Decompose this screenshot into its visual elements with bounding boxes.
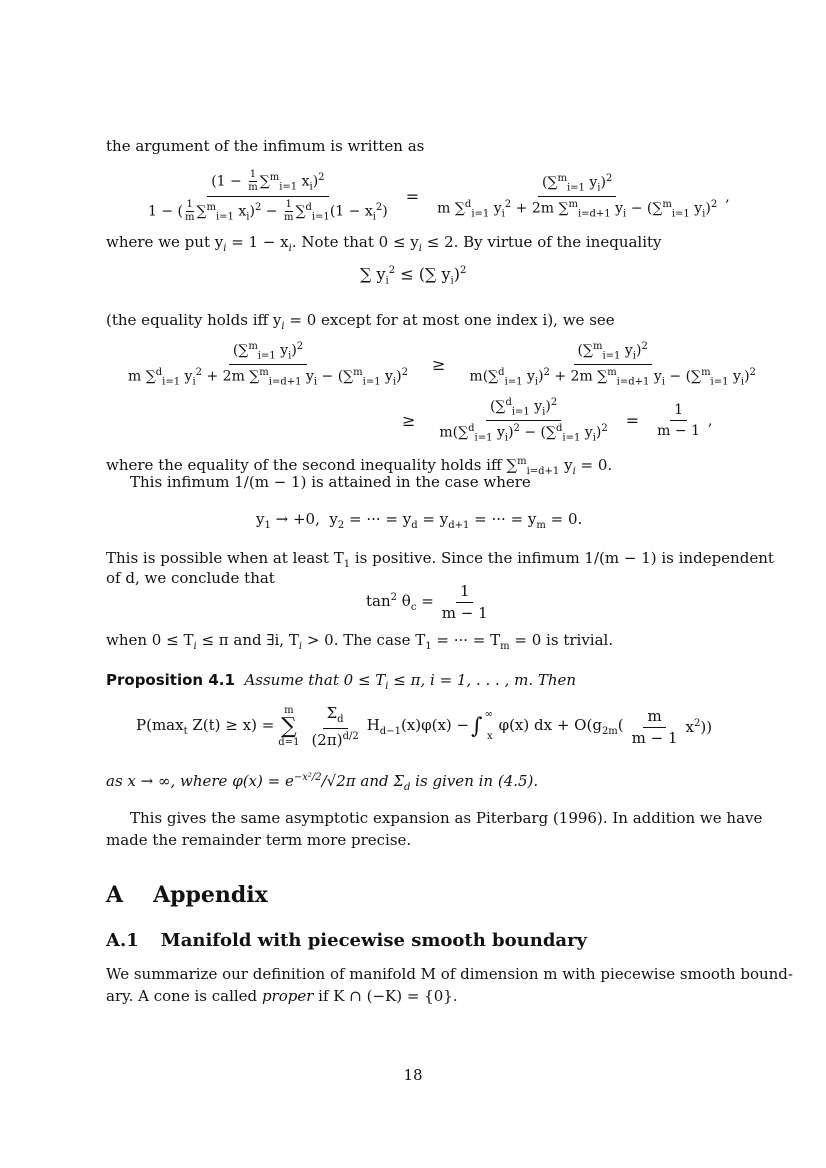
- equation-argument: (1 − $\frac{1}{m}$ ∑$^m_{i=1}$ $x_i)^2$ 1 − ( $\frac{1}{m}$ ∑$^m_{i=1}$ $x_i)^2$ − $\frac{1}{m}$ $\sum^d_{i=1}(1 - x_i^2)$ = $\frac{(\sum^m_{i=1} y_i)^2}{m \sum^d_{i=1} y_i^2 + 2m \sum^m_{i=d+1} y_i - (\sum^m_{i=1} y_i)^2}$ ,: [148, 169, 730, 223]
- subsection-heading: A.1 Manifold with piecewise smooth boundary: [106, 930, 588, 951]
- possible-when-text: This is possible when at least $T_1$ is positive. Since the infimum 1/(m − 1) is independent: [106, 549, 774, 570]
- proposition-as-text: as x → ∞, where $\varphi(x) = e^{-x^2/2}/√2\pi$ and $\Sigma_d$ is given in (4.5).: [106, 772, 539, 793]
- equation-chain: $\frac{(\sum^m_{i=1} y_i)^2}{m \sum^d_{i=1} y_i^2 + 2m \sum^m_{i=d+1} y_i - (\sum^m_{i=1} y_i)^2}$ ≥ $\frac{(\sum^m_{i=1} y_i)^2}{m(\sum^d_{i=1} y_i)^2 + 2m \sum^m_{i=d+1} y_i - (\sum^m_{i=1} y_i)^2}$: [128, 341, 756, 388]
- closing-text-1: This gives the same asymptotic expansion as Piterbarg (1996). In addition we have: [130, 809, 763, 827]
- where-we-put-text: where we put $y_i = 1 - x_i$. Note that $0 \le y_i \le 2$. By virtue of the inequality: [106, 233, 662, 254]
- when-text: when $0 \le T_i \le \pi$ and ∃i, $T_i > 0$. The case $T_1$ = ··· = $T_m = 0$ is trivial.: [106, 631, 614, 652]
- intro-text: the argument of the infimum is written as: [106, 137, 425, 155]
- equation-proposition: $P(\max_t$ Z(t) ≥ x) = m ∑ d=1 $\frac{\Sigma_d}{(2\pi)^{d/2}}$ $H_{d-1}(x)\varphi(x)$ − ∫ ∞ x φ(x) dx + $O(g_{2m}$( $\frac{m}{m - 1}$ $x^2$)): [136, 704, 713, 749]
- infimum-attained-text: This infimum 1/(m − 1) is attained in the case where: [130, 473, 531, 491]
- appendix-text-2: ary. A cone is called proper if K ∩ (−K) = {0}.: [106, 987, 458, 1005]
- second-inequality-text: where the equality of the second inequality holds iff ∑$^m_{i=d+1}$ $y_i = 0$.: [106, 456, 613, 477]
- equation-inequality: ∑ $y_i^2$ ≤ (∑ $y_i)^2$: [360, 264, 467, 287]
- appendix-heading: A Appendix: [106, 882, 268, 908]
- of-d-text: of d, we conclude that: [106, 569, 275, 587]
- page-number: 18: [403, 1066, 423, 1084]
- appendix-text-1: We summarize our definition of manifold M of dimension m with piecewise smooth bound-: [106, 965, 793, 983]
- proposition-line: Proposition 4.1 Assume that $0 \le T_i \le \pi$, i = 1, . . . , m. Then: [106, 671, 577, 692]
- proposition-title: Proposition 4.1: [106, 671, 235, 689]
- closing-text-2: made the remainder term more precise.: [106, 831, 412, 849]
- equation-chain-2: ≥ $\frac{(\sum^d_{i=1} y_i)^2}{m(\sum^d_{i=1} y_i)^2 - (\sum^d_{i=1} y_i)^2}$ = $\frac{1}{m - 1}$ ,: [402, 397, 713, 444]
- equation-tan: $\tan^2 \theta_c$ = $\frac{1}{m - 1}$: [366, 582, 488, 622]
- equation-limit: $y_1 \to +0$, $y_2$ = ··· = $y_d = y_{d+1}$ = ··· = $y_m = 0$.: [256, 510, 583, 531]
- equality-holds-text: (the equality holds iff $y_i = 0$ except for at most one index i), we see: [106, 311, 615, 332]
